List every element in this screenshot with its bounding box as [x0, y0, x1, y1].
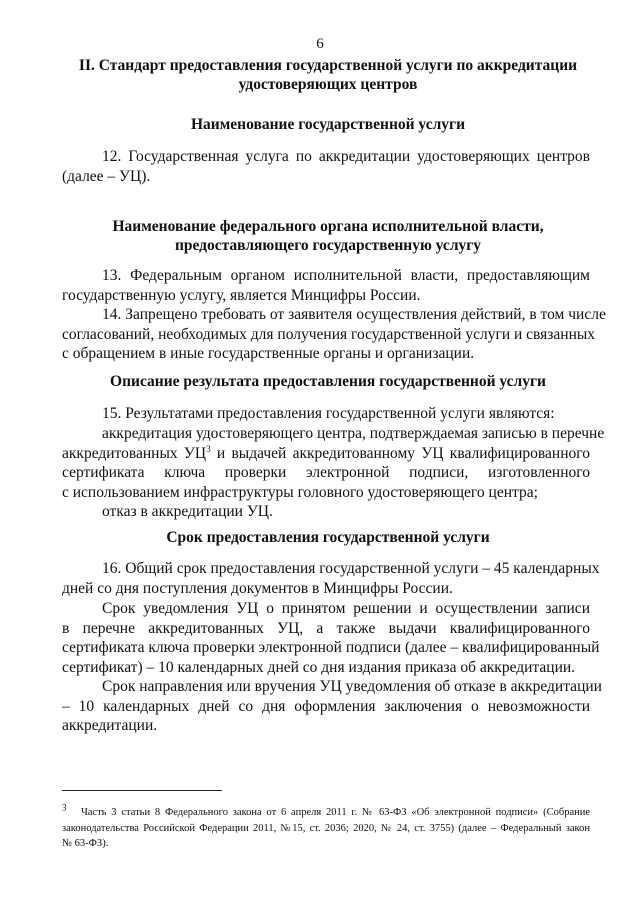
- footnote: $^3$ Часть 3 статьи 8 Федерального закона от 6 апреля 2011 г. № 63-ФЗ «Об электронной подписи» (Собрание законодательства Российской Федерации 2011, №15, ст. 2036; 2020, № 24, ст. 3755) (далее – Федеральный закон № 63-ФЗ).: [62, 802, 591, 849]
- footnote-divider: [62, 790, 222, 791]
- heading-service-name: Наименование государственной услуги: [191, 116, 465, 133]
- paragraph-15: 15. Результатами предоставления государственной услуги являются:: [102, 405, 555, 422]
- paragraph-16: 16. Общий срок предоставления государственной услуги – 45 календарных дней со дня поступления документов в Минцифры России.: [62, 560, 600, 597]
- paragraph-14: 14. Запрещено требовать от заявителя осуществления действий, в том числе согласований, необходимых для получения государственной услуги и связанных с обращением в иные государственные органы и организации.: [62, 306, 606, 363]
- paragraph-13: 13. Федеральным органом исполнительной власти, предоставляющим государственную услугу, является Минцифры России.: [62, 267, 590, 304]
- section-title: II. Стандарт предоставления государственной услуги по аккредитации удостоверяющих центров: [78, 57, 578, 93]
- heading-term: Срок предоставления государственной услуги: [166, 529, 490, 546]
- paragraph-16-notification: Срок уведомления УЦ о принятом решении и осуществлении записи в перечне аккредитованных УЦ, а также выдачи квалифицированного сертификата ключа проверки электронной подписи (далее – квалифицированный сертификат) – 10 календарных дней со дня издания приказа об аккредитации.: [62, 600, 600, 676]
- paragraph-12: 12. Государственная услуга по аккредитации удостоверяющих центров (далее – УЦ).: [62, 148, 590, 185]
- heading-result: Описание результата предоставления государственной услуги: [110, 373, 546, 390]
- footnote-ref: 3: [206, 443, 211, 454]
- page-number: 6: [316, 36, 324, 52]
- heading-federal-body: Наименование федерального органа исполнительной власти, предоставляющего государственную услугу: [112, 218, 544, 254]
- footnote-mark: 3: [62, 802, 67, 813]
- paragraph-15-accreditation: аккредитация удостоверяющего центра, подтверждаемая записью в перечне аккредитованных $УЦ^3$ и выдачей аккредитованному УЦ квалифицированного сертификата ключа проверки электронной подписи, изготовленного с использованием инфраструктуры головного удостоверяющего центра;: [62, 425, 605, 501]
- paragraph-16-refusal-term: Срок направления или вручения УЦ уведомления об отказе в аккредитации – 10 календарных дней со дня оформления заключения о невозможности аккредитации.: [62, 678, 602, 735]
- paragraph-15-refusal: отказ в аккредитации УЦ.: [102, 503, 273, 520]
